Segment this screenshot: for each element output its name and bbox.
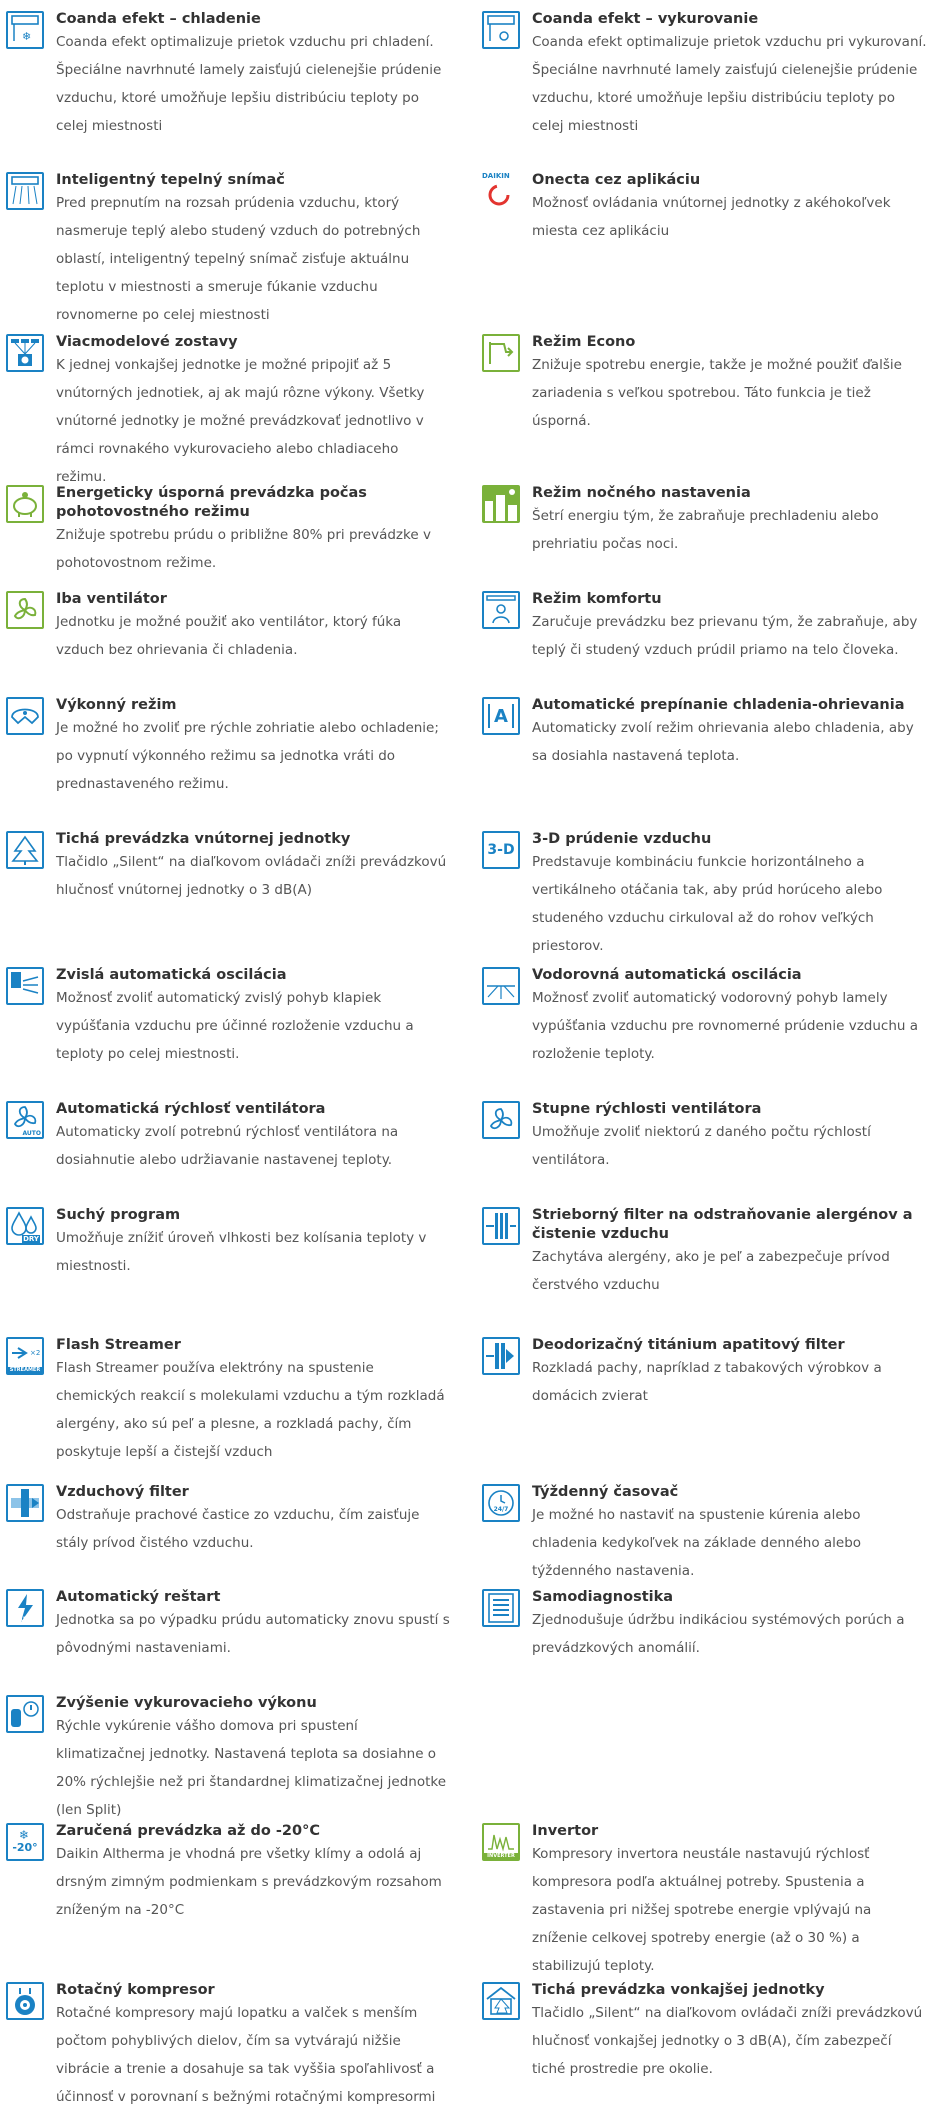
feature-description: Coanda efekt optimalizuje prietok vzduchu pri chladení. Špeciálne navrhnuté lamely zaisťujú cielenejšie prúdenie vzduchu, ktoré umožňuje lepšiu distribúciu teploty po celej miestnosti — [56, 34, 442, 134]
feature-description: Znižuje spotrebu energie, takže je možné použiť ďalšie zariadenia s veľkou spotrebou. Táto funkcia je tiež úsporná. — [532, 357, 902, 429]
3d-glyph: 3-D — [487, 842, 515, 858]
feature-title: Invertor — [532, 1823, 599, 1839]
feature-flash-streamer — [0, 1326, 455, 1476]
feature-title: Automatický reštart — [56, 1589, 221, 1605]
auto-changeover-icon — [482, 697, 520, 735]
feature-description: Coanda efekt optimalizuje prietok vzduchu pri vykurovaní. Špeciálne navrhnuté lamely zaisťujú cielenejšie prúdenie vzduchu, ktoré umožňuje lepšiu distribúciu teploty po celej miestnosti — [532, 34, 927, 134]
feature-description: Automaticky zvolí režim ohrievania alebo chladenia, aby sa dosiahla nastavená teplota. — [532, 720, 914, 764]
feature-auto-restart — [0, 1578, 455, 1678]
feature-description: Je možné ho zvoliť pre rýchle zohriatie alebo ochladenie; po vypnutí výkonného režimu sa jednotka vráti do prednastaveného režimu. — [56, 720, 439, 792]
horizontal-swing-icon — [482, 967, 520, 1005]
feature-description: Zachytáva alergény, ako je peľ a zabezpečuje prívod čerstvého vzduchu — [532, 1249, 890, 1293]
feature-description: Možnosť zvoliť automatický vodorovný pohyb lamely vypúšťania vzduchu pre rovnomerné prúdenie vzduchu a rozloženie teploty. — [532, 990, 919, 1062]
feature-description: Umožňuje znížiť úroveň vlhkosti bez kolísania teploty v miestnosti. — [56, 1230, 427, 1274]
feature-title: Inteligentný tepelný snímač — [56, 172, 285, 188]
feature-econo — [476, 323, 931, 429]
thermal-sensor-icon — [6, 172, 44, 210]
feature-description: Umožňuje zvoliť niektorú z daného počtu rýchlostí ventilátora. — [532, 1124, 871, 1168]
minus-20-label: -20° — [12, 1841, 38, 1854]
feature-description: Rýchle vykúrenie vášho domova pri spustení klimatizačnej jednotky. Nastavená teplota sa dosiahne o 20% rýchlejšie než pri štandardnej klimatizačnej jednotke (len Split) — [56, 1718, 447, 1818]
feature-description: Rotačné kompresory majú lopatku a valček s menším počtom pohyblivých dielov, čím sa vytvárajú nižšie vibrácie a trenie a dosahuje sa tak vyššia spoľahlivosť a účinnosť v porovnaní s bežnými rotačnými kompresormi — [56, 2005, 436, 2105]
feature-fan-only — [0, 580, 455, 680]
feature-title: Coanda efekt – vykurovanie — [532, 11, 759, 27]
feature-vertical-swing — [0, 956, 455, 1076]
feature-minus-20 — [0, 1812, 455, 1952]
feature-title: Zvýšenie vykurovacieho výkonu — [56, 1695, 317, 1711]
feature-title: Týždenný časovač — [532, 1484, 679, 1500]
auto-restart-label: AUTO — [15, 1616, 35, 1623]
svg-text:❄: ❄ — [22, 30, 32, 43]
feature-coanda-heating — [476, 0, 931, 134]
feature-powerful-mode — [0, 686, 455, 826]
feature-description: Predstavuje kombináciu funkcie horizontálneho a vertikálneho otáčania tak, aby prúd horúceho alebo studeného vzduchu cirkuloval až do rohov veľkých priestorov. — [532, 854, 883, 954]
feature-title: Výkonný režim — [56, 697, 177, 713]
feature-silver-filter — [476, 1196, 931, 1316]
feature-multi-model — [0, 323, 455, 485]
econo-mode-icon — [482, 334, 520, 372]
feature-heating-boost — [0, 1684, 455, 1818]
feature-title: Tichá prevádzka vonkajšej jednotky — [532, 1982, 825, 1998]
feature-description: Znižuje spotrebu prúdu o približne 80% pri prevádzke v pohotovostnom režime. — [56, 527, 431, 571]
fan-only-icon — [6, 591, 44, 629]
timer-label: 24/7 — [493, 1506, 509, 1513]
feature-description: Odstraňuje prachové častice zo vzduchu, čím zaisťuje stály prívod čistého vzduchu. — [56, 1507, 420, 1551]
comfort-mode-icon — [482, 591, 520, 629]
feature-air-filter — [0, 1473, 455, 1573]
air-filter-icon — [6, 1484, 44, 1522]
multi-model-icon — [6, 334, 44, 372]
feature-title: Coanda efekt – chladenie — [56, 11, 261, 27]
feature-title: Samodiagnostika — [532, 1589, 674, 1605]
auto-fan-speed-icon — [6, 1101, 44, 1139]
heating-boost-icon — [6, 1695, 44, 1733]
feature-description: Zaručuje prevádzku bez prievanu tým, že zabraňuje, aby teplý či studený vzduch prúdil priamo na telo človeka. — [532, 614, 918, 658]
feature-title: Režim Econo — [532, 334, 636, 350]
auto-label: AUTO — [22, 1130, 41, 1137]
feature-dry-program — [0, 1196, 455, 1306]
feature-title: Deodorizačný titánium apatitový filter — [532, 1337, 845, 1353]
feature-onecta — [476, 161, 931, 251]
feature-title: Zvislá automatická oscilácia — [56, 967, 287, 983]
feature-title: Zaručená prevádzka až do -20°C — [56, 1823, 321, 1839]
silent-outdoor-icon — [482, 1982, 520, 2020]
inverter-icon — [482, 1823, 520, 1861]
feature-silent-outdoor — [476, 1971, 931, 2101]
auto-restart-icon — [6, 1589, 44, 1627]
feature-title: Tichá prevádzka vnútornej jednotky — [56, 831, 351, 847]
feature-title: Energeticky úsporná prevádzka počas pohotovostného režimu — [56, 485, 367, 520]
powerful-mode-icon — [6, 697, 44, 735]
coanda-heating-icon — [482, 11, 520, 49]
feature-3d-airflow — [476, 820, 931, 954]
minus-20-icon — [6, 1823, 44, 1861]
feature-description: Tlačidlo „Silent“ na diaľkovom ovládači zníži prevádzkovú hlučnosť vonkajšej jednotky o 3 dB(A), čím zabezpečí tiché prostredie pre okolie. — [532, 2005, 923, 2077]
feature-description: Je možné ho nastaviť na spustenie kúrenia alebo chladenia kedykoľvek na základe denného alebo týždenného nastavenia. — [532, 1507, 862, 1579]
deodorizing-filter-icon — [482, 1337, 520, 1375]
svg-text:×2: ×2 — [30, 1349, 41, 1357]
daikin-logo: DAIKIN — [482, 172, 510, 180]
auto-glyph: A — [494, 705, 508, 727]
piggy-bank-icon — [6, 485, 44, 523]
feature-title: Automatické prepínanie chladenia-ohrievania — [532, 697, 905, 713]
feature-comfort-mode — [476, 580, 931, 680]
feature-title: Viacmodelové zostavy — [56, 334, 238, 350]
dry-label: DRY — [23, 1235, 39, 1243]
feature-description: Automaticky zvolí potrebnú rýchlosť ventilátora na dosiahnutie alebo udržiavanie nastavenej teploty. — [56, 1124, 399, 1168]
feature-description: Kompresory invertora neustále nastavujú rýchlosť kompresora podľa aktuálnej potreby. Spustenia a zastavenia pri nižšej spotrebe energie vplývajú na zníženie celkovej spotreby energie (až o 30 %) a stabilizujú teploty. — [532, 1846, 872, 1974]
feature-inverter — [476, 1812, 931, 1972]
feature-description: Možnosť ovládania vnútornej jednotky z akéhokoľvek miesta cez aplikáciu — [532, 195, 891, 239]
feature-coanda-cooling — [0, 0, 455, 134]
feature-night-setback — [476, 474, 931, 574]
feature-title: Flash Streamer — [56, 1337, 181, 1353]
3d-airflow-icon — [482, 831, 520, 869]
fan-speed-steps-icon — [482, 1101, 520, 1139]
feature-auto-fan-speed — [0, 1090, 455, 1190]
coanda-cooling-icon — [6, 11, 44, 49]
feature-silent-indoor — [0, 820, 455, 930]
feature-description: Jednotka sa po výpadku prúdu automaticky znovu spustí s pôvodnými nastaveniami. — [56, 1612, 450, 1656]
weekly-timer-icon — [482, 1484, 520, 1522]
feature-auto-changeover — [476, 686, 931, 786]
vertical-swing-icon — [6, 967, 44, 1005]
feature-fan-speed-steps — [476, 1090, 931, 1190]
feature-title: 3-D prúdenie vzduchu — [532, 831, 712, 847]
feature-description: Zjednodušuje údržbu indikáciou systémových porúch a prevádzkových anomálií. — [532, 1612, 905, 1656]
feature-description: Tlačidlo „Silent“ na diaľkovom ovládači zníži prevádzkovú hlučnosť vnútornej jednotky o 3 dB(A) — [56, 854, 447, 898]
dry-program-icon — [6, 1207, 44, 1245]
feature-standby-saving — [0, 474, 455, 584]
streamer-label: STREAMER — [9, 1367, 41, 1373]
feature-description: Flash Streamer používa elektróny na spustenie chemických reakcií s molekulami vzduchu a tým rozkladá alergény, ako sú peľ a plesne, a rozkladá pachy, čím poskytuje lepší a čistejší vzduch — [56, 1360, 445, 1460]
night-setback-icon — [482, 485, 520, 523]
feature-title: Vzduchový filter — [56, 1484, 189, 1500]
inverter-label: INVERTER — [484, 1853, 518, 1859]
daikin-onecta-icon — [482, 172, 520, 210]
feature-title: Onecta cez aplikáciu — [532, 172, 701, 188]
feature-description: Rozkladá pachy, napríklad z tabakových výrobkov a domácich zvierat — [532, 1360, 882, 1404]
feature-horizontal-swing — [476, 956, 931, 1076]
feature-description: Šetrí energiu tým, že zabraňuje prechladeniu alebo prehriatiu počas noci. — [532, 508, 879, 552]
feature-description: Jednotku je možné použiť ako ventilátor, ktorý fúka vzduch bez ohrievania či chladenia. — [56, 614, 402, 658]
feature-deodorizing-filter — [476, 1326, 931, 1426]
silver-filter-icon — [482, 1207, 520, 1245]
self-diagnosis-icon — [482, 1589, 520, 1627]
feature-self-diagnosis — [476, 1578, 931, 1678]
silent-indoor-icon — [6, 831, 44, 869]
svg-text:❄: ❄ — [19, 1828, 30, 1842]
feature-description: Daikin Altherma je vhodná pre všetky klímy a odolá aj drsným zimným podmienkam s prevádzkovým rozsahom zníženým na -20°C — [56, 1846, 442, 1918]
feature-description: Možnosť zvoliť automatický zvislý pohyb klapiek vypúšťania vzduchu pre účinné rozloženie vzduchu a teploty po celej miestnosti. — [56, 990, 414, 1062]
feature-title: Stupne rýchlosti ventilátora — [532, 1101, 762, 1117]
feature-description: K jednej vonkajšej jednotke je možné pripojiť až 5 vnútorných jednotiek, aj ak majú rôzne výkony. Všetky vnútorné jednotky je možné prevádzkovať jednotlivo v rámci rovnakého vykurovacieho alebo chladiaceho režimu. — [56, 357, 425, 485]
feature-thermal-sensor — [0, 161, 455, 323]
flash-streamer-icon — [6, 1337, 44, 1375]
feature-title: Režim nočného nastavenia — [532, 485, 751, 501]
feature-title: Suchý program — [56, 1207, 181, 1223]
feature-title: Iba ventilátor — [56, 591, 167, 607]
feature-title: Strieborný filter na odstraňovanie alergénov a čistenie vzduchu — [532, 1207, 913, 1242]
feature-description: Pred prepnutím na rozsah prúdenia vzduchu, ktorý nasmeruje teplý alebo studený vzduch do potrebných oblastí, inteligentný tepelný snímač zisťuje aktuálnu teplotu v miestnosti a smeruje fúkanie vzduchu rovnomerne po celej miestnosti — [56, 195, 421, 323]
feature-title: Režim komfortu — [532, 591, 662, 607]
feature-weekly-timer — [476, 1473, 931, 1579]
feature-title: Automatická rýchlosť ventilátora — [56, 1101, 326, 1117]
feature-title: Vodorovná automatická oscilácia — [532, 967, 802, 983]
feature-rotary-compressor — [0, 1971, 455, 2121]
rotary-compressor-icon — [6, 1982, 44, 2020]
feature-title: Rotačný kompresor — [56, 1982, 215, 1998]
